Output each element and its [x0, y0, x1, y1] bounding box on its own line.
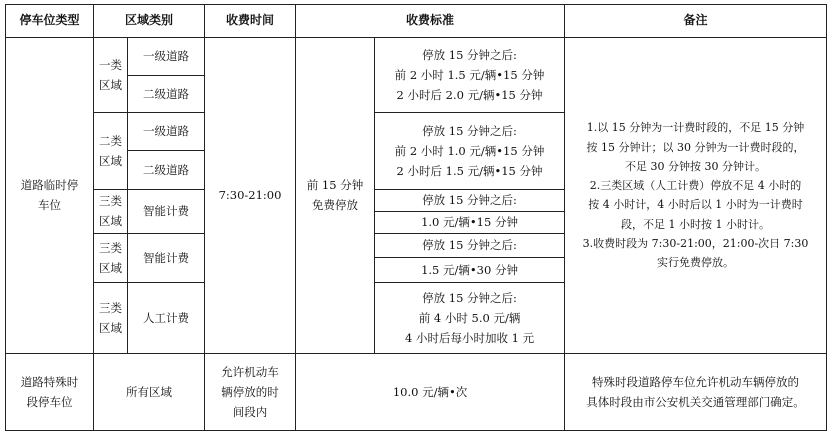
header-standard: 收费标准 [296, 5, 565, 38]
sub-area: 二级道路 [128, 151, 205, 190]
fee-class-3b-line: 停放 15 分钟之后: [375, 233, 565, 258]
road-special-remarks: 特殊时段道路停车位允许机动车辆停放的 具体时段由市公安机关交通管理部门确定。 [565, 353, 827, 430]
road-special-time: 允许机动车 辆停放的时 间段内 [205, 353, 296, 430]
header-remarks: 备注 [565, 5, 827, 38]
sub-area: 二级道路 [128, 75, 205, 112]
road-special-fee: 10.0 元/辆•次 [296, 353, 565, 430]
header-time: 收费时间 [205, 5, 296, 38]
area-class-2: 二类 区域 [94, 112, 128, 189]
road-temp-time: 7:30-21:00 [205, 37, 296, 353]
road-temp-type: 道路临时停 车位 [6, 37, 94, 353]
area-class-1: 一类 区域 [94, 37, 128, 112]
fee-class-2: 停放 15 分钟之后: 前 2 小时 1.0 元/辆•15 分钟 2 小时后 1.5 元/辆•15 分钟 [375, 112, 565, 189]
header-row [6, 5, 827, 38]
sub-area: 智能计费 [128, 233, 205, 282]
free-period: 前 15 分钟 免费停放 [296, 37, 375, 353]
fee-class-3b-line: 1.5 元/辆•30 分钟 [375, 258, 565, 283]
header-area: 区域类别 [94, 5, 205, 38]
fee-class-3c: 停放 15 分钟之后: 前 4 小时 5.0 元/辆 4 小时后每小时加收 1 元 [375, 282, 565, 353]
fee-class-3a-line: 1.0 元/辆•15 分钟 [375, 211, 565, 233]
table-row [6, 353, 827, 430]
sub-area: 一级道路 [128, 37, 205, 75]
area-class-3a: 三类 区域 [94, 190, 128, 233]
area-class-3c: 三类 区域 [94, 282, 128, 353]
sub-area: 人工计费 [128, 282, 205, 353]
area-class-3b: 三类 区域 [94, 233, 128, 282]
fee-class-1: 停放 15 分钟之后: 前 2 小时 1.5 元/辆•15 分钟 2 小时后 2.0 元/辆•15 分钟 [375, 37, 565, 112]
header-type: 停车位类型 [6, 5, 94, 38]
table-row [6, 37, 827, 75]
sub-area: 智能计费 [128, 190, 205, 233]
road-special-type: 道路特殊时 段停车位 [6, 353, 94, 430]
fee-class-3a-line: 停放 15 分钟之后: [375, 190, 565, 212]
remarks-note: 1.以 15 分钟为一计费时段的，不足 15 分钟 按 15 分钟计；以 30 分钟为一计费时段的， 不足 30 分钟按 30 分钟计。 2.三类区域（人工计费）停放不足 4 小时的 按 4 小时计，4 小时后以 1 小时为一计费时 段，不足 1 小时按 1 小时计。 3.收费时段为 7:30-21:00，21:00-次日 7:30 实行免费停放。 [565, 37, 827, 353]
parking-fee-table [5, 4, 827, 431]
road-special-area: 所有区域 [94, 353, 205, 430]
sub-area: 一级道路 [128, 112, 205, 150]
